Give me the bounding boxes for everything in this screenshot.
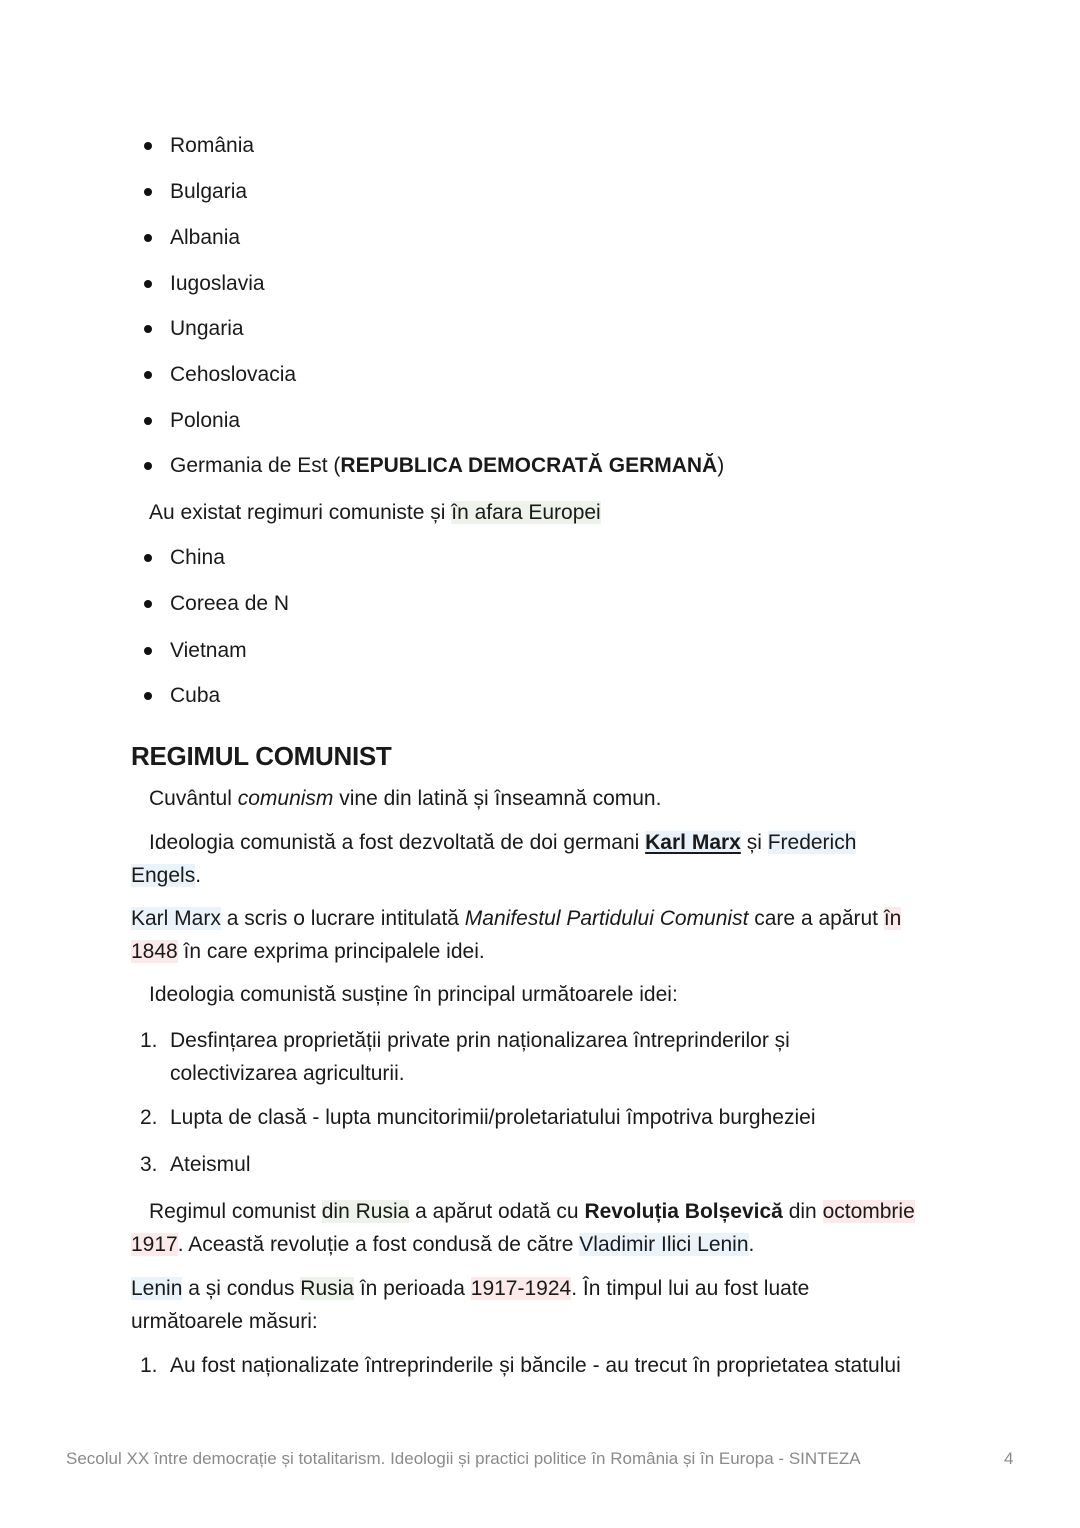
text: a scris o lucrare intitulată <box>220 907 465 930</box>
list-item: Ungaria <box>170 317 244 340</box>
text: care a apărut <box>748 907 884 930</box>
text-italic: Manifestul Partidului Comunist <box>464 907 749 930</box>
bullet-icon <box>144 462 152 470</box>
list-item: Bulgaria <box>170 180 248 203</box>
highlight-person: Karl Marx <box>645 831 741 854</box>
page-number: 4 <box>1004 1449 1014 1468</box>
paragraph: Ideologia comunistă susține în principal următoarele idei: <box>149 983 678 1006</box>
highlight-person: Karl Marx <box>131 907 221 930</box>
highlight-person: Frederich <box>767 831 857 854</box>
text: Germania de Est ( <box>170 454 341 477</box>
text: a și condus <box>182 1277 301 1300</box>
list-item: Coreea de N <box>170 592 290 615</box>
footer-title: Secolul XX între democrație și totalitarism. Ideologii și practici politice în România și în Europa - SINTEZA <box>66 1449 861 1468</box>
highlight-person: Engels <box>131 864 196 887</box>
bullet-icon <box>144 142 152 150</box>
bullet-icon <box>144 417 152 425</box>
list-item: Vietnam <box>170 639 247 662</box>
bullet-icon <box>144 234 152 242</box>
bullet-icon <box>144 647 152 655</box>
list-number: 3. <box>140 1153 158 1176</box>
highlight-date: 1917-1924 <box>470 1277 572 1300</box>
text: în perioada <box>354 1277 471 1300</box>
text: vine din latină și înseamnă comun. <box>333 787 662 810</box>
paragraph-line <box>131 906 901 932</box>
highlight-person: Lenin <box>131 1277 183 1300</box>
text: . <box>195 864 202 887</box>
paragraph-line <box>131 1232 754 1258</box>
list-item: Cehoslovacia <box>170 363 297 386</box>
highlight-date: 1848 <box>131 940 178 963</box>
highlight-date: 1917 <box>131 1233 178 1256</box>
bullet-icon <box>144 280 152 288</box>
paragraph <box>149 786 661 812</box>
text: în care exprima principalele idei. <box>177 940 485 963</box>
text: ) <box>717 454 725 477</box>
section-heading: REGIMUL COMUNIST <box>131 741 392 771</box>
highlight-place: în afara Europei <box>451 501 601 524</box>
text: și <box>740 831 768 854</box>
list-item-cont: colectivizarea agriculturii. <box>170 1062 405 1085</box>
list-item: China <box>170 546 225 569</box>
text: . Această revoluție a fost condusă de către <box>177 1233 580 1256</box>
bullet-icon <box>144 371 152 379</box>
text-bold: REPUBLICA DEMOCRATĂ GERMANĂ <box>340 454 718 477</box>
list-item: România <box>170 134 255 157</box>
highlight-place: Rusia <box>300 1277 354 1300</box>
text: Au existat regimuri comuniste și <box>149 501 452 524</box>
paragraph-line <box>131 1276 809 1302</box>
bullet-icon <box>144 692 152 700</box>
text: Regimul comunist <box>149 1200 322 1223</box>
list-number: 2. <box>140 1106 158 1129</box>
list-number: 1. <box>140 1029 158 1052</box>
text-italic: comunism <box>237 787 334 810</box>
text: . <box>748 1233 755 1256</box>
list-number: 1. <box>140 1354 158 1377</box>
list-item: Polonia <box>170 409 241 432</box>
bullet-icon <box>144 554 152 562</box>
highlight-date: octombrie <box>822 1200 915 1223</box>
list-item <box>170 453 724 479</box>
list-item: Cuba <box>170 684 221 707</box>
paragraph <box>149 500 601 526</box>
paragraph-line <box>149 830 856 856</box>
paragraph-line <box>149 1199 915 1225</box>
bullet-icon <box>144 188 152 196</box>
text-bold: Revoluția Bolșevică <box>584 1200 783 1223</box>
text: a apărut odată cu <box>409 1200 585 1223</box>
list-item: Ateismul <box>170 1153 251 1176</box>
paragraph-line: următoarele măsuri: <box>131 1310 318 1333</box>
paragraph-line <box>131 863 201 889</box>
text: din <box>782 1200 823 1223</box>
bullet-icon <box>144 600 152 608</box>
highlight-person: Vladimir Ilici Lenin <box>579 1233 749 1256</box>
list-item: Iugoslavia <box>170 272 265 295</box>
text: . În timpul lui au fost luate <box>571 1277 810 1300</box>
list-item: Lupta de clasă - lupta muncitorimii/proletariatului împotriva burgheziei <box>170 1106 816 1129</box>
highlight-place: din Rusia <box>321 1200 410 1223</box>
list-item: Au fost naționalizate întreprinderile și băncile - au trecut în proprietatea statului <box>170 1354 901 1377</box>
list-item: Desfințarea proprietății private prin naționalizarea întreprinderilor și <box>170 1029 790 1052</box>
text: Ideologia comunistă a fost dezvoltată de doi germani <box>149 831 646 854</box>
text: Cuvântul <box>149 787 238 810</box>
list-item: Albania <box>170 226 241 249</box>
highlight-date: în <box>883 907 902 930</box>
paragraph-line <box>131 939 485 965</box>
bullet-icon <box>144 325 152 333</box>
